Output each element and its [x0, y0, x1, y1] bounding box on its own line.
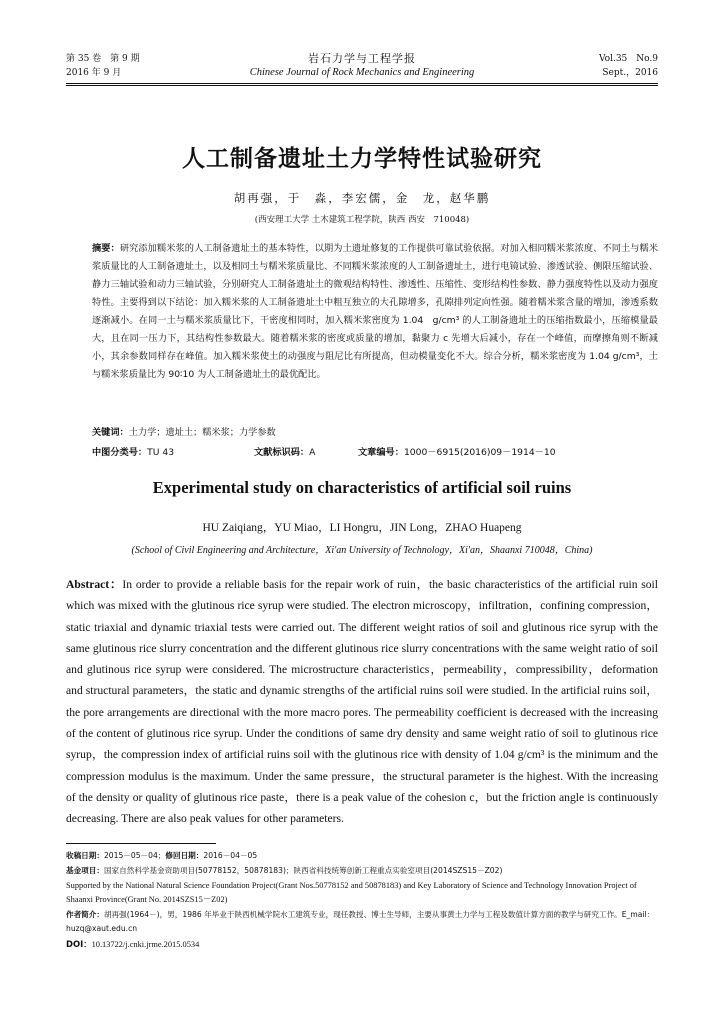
- clc-label: 中图分类号：: [92, 447, 148, 458]
- footnote-rule: [66, 843, 216, 844]
- header-rule: [66, 83, 658, 84]
- issue-info-en: [599, 52, 658, 80]
- footnote-funding-en: Supported by the National Natural Science Foundation Project(Grant Nos.50778152 and 50878183) and Key Laboratory of Science and Technology Innovation Project of Shaanxi Province(Grant No. 2014SZS15－Z02): [66, 881, 637, 904]
- keywords-cn-label: 关键词：: [92, 427, 129, 438]
- paper-title-en: Experimental study on characteristics of artificial soil ruins: [152, 478, 572, 497]
- article-value: 1000－6915(2016)09－1914－10: [403, 447, 556, 458]
- keywords-cn-text: 土力学；遗址土；糯米浆；力学参数: [128, 427, 276, 438]
- abstract-cn: [92, 240, 658, 384]
- journal-name-en: Chinese Journal of Rock Mechanics and Engineering: [249, 67, 475, 78]
- authors-en: HU Zaiqiang，YU Miao，LI Hongru，JIN Long，ZHAO Huapeng: [202, 522, 522, 534]
- affiliation-cn: (西安理工大学 土木建筑工程学院，陕西 西安 710048): [254, 215, 470, 225]
- abstract-en-text: In order to provide a reliable basis for the repair work of ruin，the basic characteristics of the artificial ruin soil which was mixed with the glutinous rice syrup were studied. The electron microscopy，infiltration，confining compression，static triaxial and dynamic triaxial tests were carried out. The different weight ratios of soil and glutinous rice syrup with the same glutinous rice slurry concentration and the different glutinous rice slurry concentrations with the same weight ratio of soil and glutinous rice syrup were considered. The microstructure characteristics，permeability，compressibility，deformation and structural parameters，the static and dynamic strengths of the artificial ruins soil were studied. In the artificial ruins soil，the pore arrangements are directional with the more macro pores. The permeability coefficient is decreased with the increasing of the content of glutinous rice syrup. Under the conditions of same dry density and same weight ratio of soil to glutinous rice syrup，the compression index of artificial ruins soil with the glutinous rice with density of 1.04 g/cm³ is the minimum and the compression modulus is the maximum. Under the same pressure，the structural parameter is the highest. With the increasing of the density or quality of glutinous rice paste，there is a peak value of the cohesion c，but the friction angle is continuously decreasing. There are also peak values for other parameters.: [66, 578, 658, 826]
- keywords-cn: [92, 424, 658, 442]
- author-bio-label: 作者简介：: [66, 910, 104, 919]
- funding-label: 基金项目：: [66, 866, 104, 875]
- abstract-cn-text: 研究添加糯米浆的人工制备遗址土的基本特性，以期为土遗址修复的工作提供可靠试验依据。对加入相同糯米浆浓度、不同土与糯米浆质量比的人工制备遗址土，以及相同土与糯米浆质量比、不同糯米浆浓度的人工制备遗址土，进行电镜试验、渗透试验、侧限压缩试验、静力三轴试验和动力三轴试验，分别研究人工制备遗址土的微观结构特性、渗透性、压缩性、变形结构性参数、静力强度特性以及动力强度特性。主要得到以下结论：加入糯米浆的人工制备遗址土中粗互独立的大孔隙增多，孔隙排列定向性强。随着糯米浆含量的增加，渗透系数逐渐减小。在同一土与糯米浆质量比下，干密度相同时，加入糯米浆密度为 1.04 g/cm³ 的人工制备遗址土的压缩指数最小，压缩模量最大，且在同一压力下，其结构性参数最大。随着糯米浆的密度或质量的增加，黏聚力 c 先增大后减小，存在一个峰值，而摩擦角则不断减小，其余参数同样存在峰值。加入糯米浆使土的动强度与阻尼比有所提高，但动模量变化不大。综合分析，糯米浆密度为 1.04 g/cm³，土与糯米浆质量比为 90∶10 为人工制备遗址土的最优配比。: [92, 243, 659, 380]
- abstract-en-label: Abstract：: [66, 578, 123, 591]
- received-date: 2015－05－04；: [103, 851, 166, 860]
- running-header: [66, 52, 658, 82]
- article-label: 文章编号：: [358, 447, 404, 458]
- revised-label: 修回日期：: [165, 851, 204, 860]
- footnote-dates: [66, 849, 658, 863]
- journal-name-cn: 岩石力学与工程学报: [308, 52, 416, 65]
- footnote-author-bio: [66, 908, 658, 936]
- clc-code: [92, 444, 174, 462]
- received-label: 收稿日期：: [66, 851, 104, 860]
- clc-value: TU 43: [147, 447, 175, 458]
- paper-title-cn: 人工制备遗址土力学特性试验研究: [182, 146, 542, 172]
- funding-text-cn: 国家自然科学基金资助项目(50778152，50878183)；陕西省科技统筹创新工程重点实验室项目(2014SZS15－Z02): [103, 866, 503, 875]
- footnote-doi: [66, 937, 658, 952]
- doc-value: A: [309, 447, 316, 458]
- date-cn: 2016 年 9 月: [66, 68, 122, 78]
- author-bio-text: 胡再强(1964－)，男，1986 年毕业于陕西机械学院水工建筑专业，现任教授、博士生导师，主要从事黄土力学与工程及数值计算方面的教学与研究工作。E_mail：huzq@xaut.edu.cn: [66, 910, 655, 933]
- revised-date: 2016－04－05: [203, 851, 258, 860]
- doi-value: 10.13722/j.cnki.jrme.2015.0534: [91, 940, 200, 949]
- header-rule-thin: [66, 85, 658, 86]
- doc-label: 文献标识码：: [254, 447, 310, 458]
- doi-label: DOI：: [66, 939, 92, 949]
- affiliation-en: (School of Civil Engineering and Architecture，Xi'an University of Technology，Xi'an，Shaanxi 710048，China): [131, 545, 593, 556]
- journal-name: [66, 52, 658, 80]
- abstract-cn-label: 摘要：: [92, 243, 120, 254]
- footnote-funding-cn: [66, 864, 658, 878]
- abstract-en: [66, 574, 658, 830]
- article-number: [358, 444, 556, 462]
- date-en: Sept.，2016: [602, 68, 658, 78]
- volume-issue-en: Vol.35 No.9: [598, 54, 658, 64]
- doc-code: [254, 444, 315, 462]
- volume-issue-cn: 第 35 卷 第 9 期: [66, 54, 140, 64]
- authors-cn: 胡再强，于 淼，李宏儒，金 龙，赵华鹏: [233, 191, 491, 205]
